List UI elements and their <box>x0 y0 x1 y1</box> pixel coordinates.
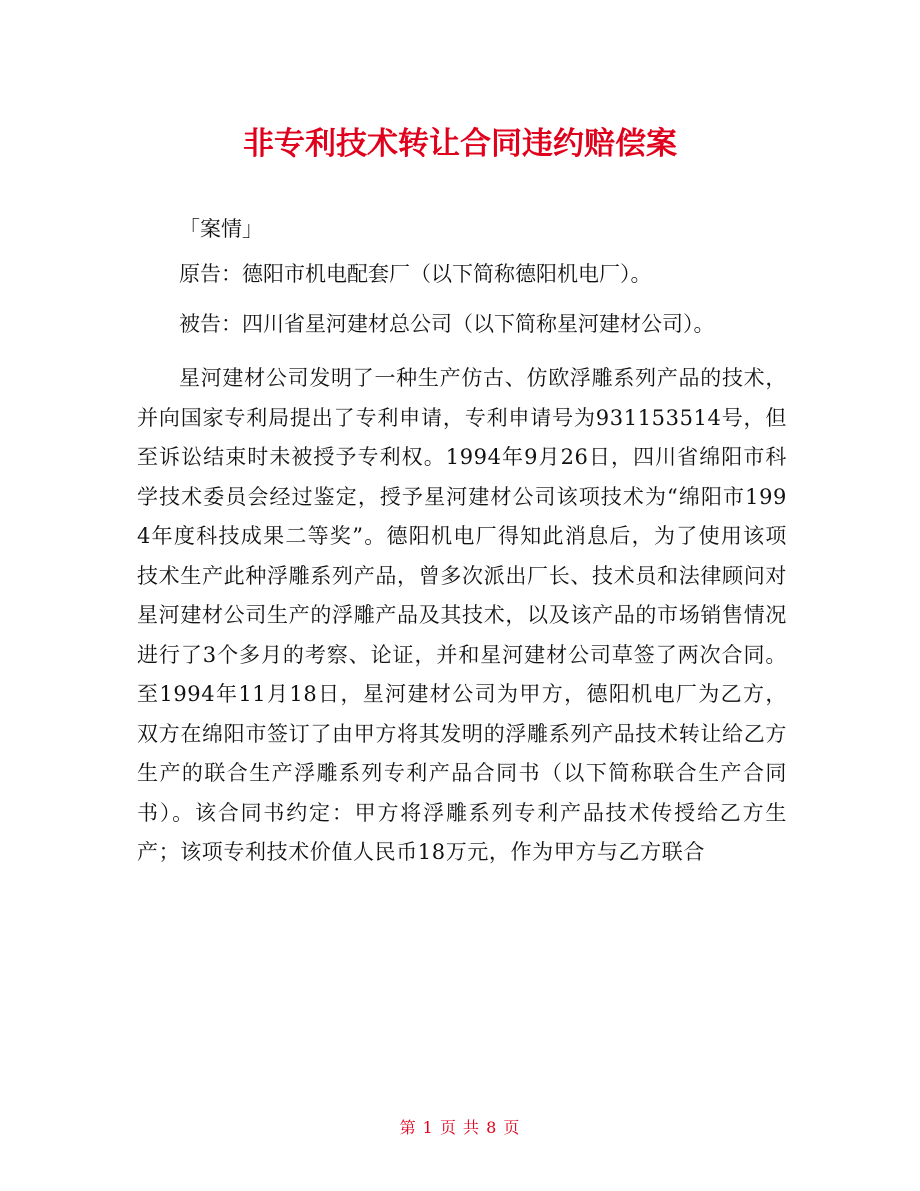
plaintiff-line: 原告：德阳市机电配套厂（以下简称德阳机电厂）。 <box>179 261 652 286</box>
case-body-paragraph: 星河建材公司发明了一种生产仿古、仿欧浮雕系列产品的技术，并向国家专利局提出了专利申请，专利申请号为931153514号，但至诉讼结束时未被授予专利权。1994年9月26日，四川省绵阳市科学技术委员会经过鉴定，授予星河建材公司该项技术为“绵阳市1994年度科技成果二等奖”。德阳机电厂得知此消息后，为了使用该项技术生产此种浮雕系列产品，曾多次派出厂长、技术员和法律顾问对星河建材公司生产的浮雕产品及其技术，以及该产品的市场销售情况进行了3个多月的考察、论证，并和星河建材公司草签了两次合同。至1994年11月18日，星河建材公司为甲方，德阳机电厂为乙方，双方在绵阳市签订了由甲方将其发明的浮雕系列产品技术转让给乙方生产的联合生产浮雕系列专利产品合同书（以下简称联合生产合同书）。该合同书约定：甲方将浮雕系列专利产品技术传授给乙方生产；该项专利技术价值人民币18万元，作为甲方与乙方联合 <box>137 366 787 864</box>
page-number: 第 1 页 共 8 页 <box>399 1118 521 1137</box>
section-label: 「案情」 <box>179 217 263 241</box>
document-body <box>137 210 787 873</box>
document-title: 非专利技术转让合同违约赔偿案 <box>243 126 677 162</box>
defendant-line: 被告：四川省星河建材总公司（以下简称星河建材公司）。 <box>179 312 715 336</box>
